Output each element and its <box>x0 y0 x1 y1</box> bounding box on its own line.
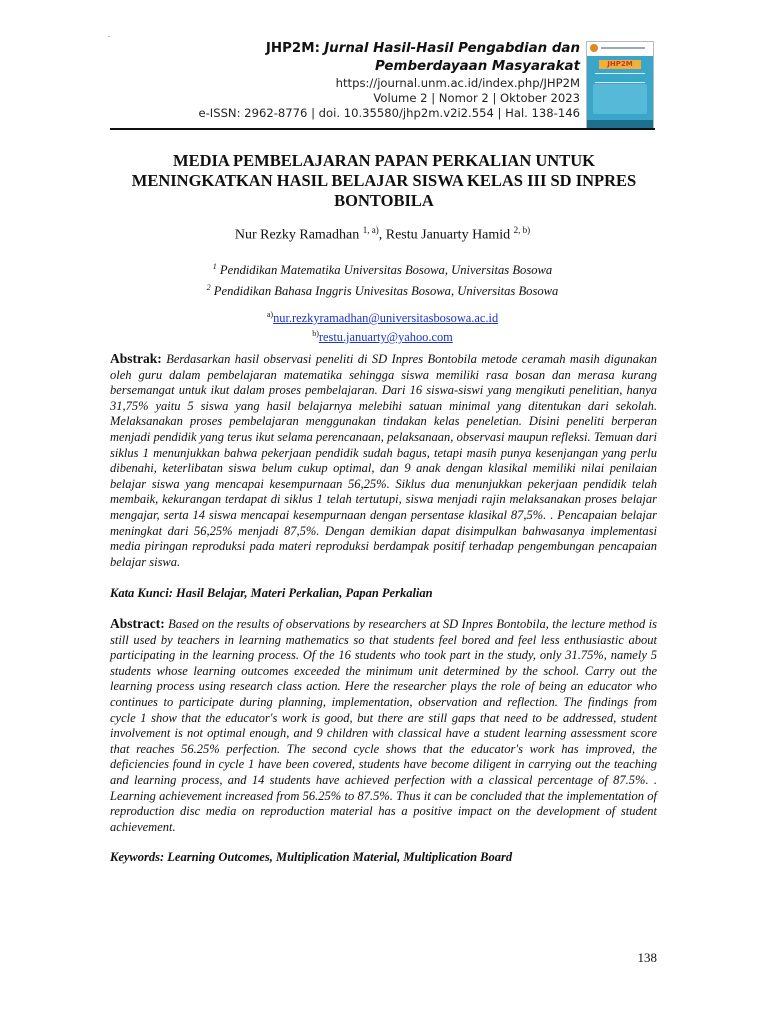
author-name: Restu Januarty Hamid <box>385 227 511 243</box>
keywords: Keywords: Learning Outcomes, Multiplication Material, Multiplication Board <box>110 850 513 864</box>
affiliation-line: $^2$ Pendidikan Bahasa Inggris Univesitas Bosowa, Universitas Bosowa <box>206 283 559 299</box>
abstract-paragraph <box>110 616 657 835</box>
abstrak-paragraph <box>110 351 657 570</box>
header-divider <box>110 128 655 130</box>
paper-title: MEDIA PEMBELAJARAN PAPAN PERKALIAN UNTUK MENINGKATKAN HASIL BELAJAR SISWA KELAS III SD INPRES BONTOBILA <box>131 151 637 210</box>
cover-title: JHP2M <box>599 60 641 69</box>
abstrak-text: Berdasarkan hasil observasi peneliti di SD Inpres Bontobila metode ceramah masih digunakan oleh guru dalam pembelajaran matematika sehingga siswa memiliki rasa bosan dan merasa kurang bersemangat untuk ikut dalam proses pembelajaran. Dari 16 siswa-siswi yang mengikuti penelitian, hanya 31,75% yaitu 5 siswa yang hasil belajarnya melebihi satuan minimal yang ditentukan dari sekolah. Melaksanakan proses pembelajaran menggunakan tindakan kelas peneletian. Disini peneliti berperan menjadi pendidik yang terus ikut selama perencanaan, pelaksanaan, observasi maupun refleksi. Temuan dari siklus 1 menunjukkan bahwa pekerjaan pendidik sudah bagus, tetapi masih punya kesenjangan yang perlu dibenahi, keterlibatan siswa belum cukup optimal, dan 9 anak dengan klasikal memiliki nilai penilaian belajar siswa yang mencapai kesempurnaan 56,25%. Siklus dua menunjukkan pekerjaan pendidik telah membaik, kekurangan terdapat di siklus 1 telah tertutupi, siswa menjadi rajin melaksanakan proses belajar mengajar, serta 14 siswa mencapai kesempurnaan dengan persentase klasikal 87,5%. . Pencapaian belajar meningkat dari 56,25% menjadi 87,5%. Dengan demikian dapat disimpulkan bahwasanya implementasi media piringan reproduksi pada materi reproduksi berdampak positif terhadap pengembungan pencapaian belajar siswa. <box>110 352 658 569</box>
author-emails <box>110 307 655 345</box>
kata-kunci: Kata Kunci: Hasil Belajar, Materi Perkalian, Papan Perkalian <box>110 586 433 600</box>
journal-full-name: Jurnal Hasil-Hasil Pengabdian dan Pemberdayaan Masyarakat <box>324 41 580 74</box>
journal-abbr: JHP2M: <box>265 41 320 56</box>
affiliation-line: $^1$ Pendidikan Matematika Universitas Bosowa, Universitas Bosowa <box>212 262 553 278</box>
university-logo-icon <box>590 44 598 52</box>
affiliations <box>110 258 655 300</box>
abstrak-label: Abstrak: <box>110 351 162 366</box>
page-number: 138 <box>637 950 657 965</box>
email-line: $^{a)}$nur.rezkyramadhan@universitasbosowa.ac.id <box>266 310 499 326</box>
volume-line: Volume 2 | Nomor 2 | Oktober 2023 <box>373 91 580 105</box>
abstract-text: Based on the results of observations by researchers at SD Inpres Bontobila, the lecture method is still used by teachers in learning mathematics so that students feel bored and feel less enthusiastic about participating in the learning process. Of the 16 students who took part in the study, only 31.75%, namely 5 students whose learning outcomes exceeded the minimum unit determined by the school. Carry out the learning process using research class action. Here the researcher plays the role of being an educator who continues to participate during planning, implementation, observation and reflection. The findings from cycle 1 show that the educator's work is good, but there are still gaps that need to be addressed, student involvement is not optimal enough, and 9 children with classical have a student learning assessment score that reaches 56.25% perfection. The second cycle shows that the educator's work has improved, the deficiencies found in cycle 1 have been covered, students have become diligent in carrying out the teaching and learning process, and 14 students have achieved perfection with a classical percentage of 87.5%. . Learning achievement increased from 56.25% to 87.5%. Thus it can be concluded that the implementation of reproduction disc media on reproduction material has a positive impact on the development of student achievement. <box>110 617 658 834</box>
authors-line: Nur Rezky Ramadhan $^{1, a)}$, Restu Januarty Hamid $^{2, b)}$ <box>234 225 531 243</box>
journal-header <box>190 40 580 121</box>
issn-line: e-ISSN: 2962-8776 | doi. 10.35580/jhp2m.v2i2.554 | Hal. 138-146 <box>198 106 580 120</box>
email-link[interactable]: nur.rezkyramadhan@universitasbosowa.ac.id <box>273 311 499 326</box>
author-sup: 1, a) <box>362 225 379 235</box>
journal-cover-image <box>586 41 654 129</box>
author-name: Nur Rezky Ramadhan <box>234 227 360 243</box>
author-sup: 2, b) <box>513 225 531 235</box>
email-line: $^{b)}$restu.januarty@yahoo.com <box>312 329 453 345</box>
page-dot: . <box>108 30 110 39</box>
abstract-label: Abstract: <box>110 616 165 631</box>
email-link[interactable]: restu.januarty@yahoo.com <box>318 330 453 345</box>
journal-url[interactable]: https://journal.unm.ac.id/index.php/JHP2M <box>335 76 580 90</box>
journal-name <box>190 40 580 76</box>
